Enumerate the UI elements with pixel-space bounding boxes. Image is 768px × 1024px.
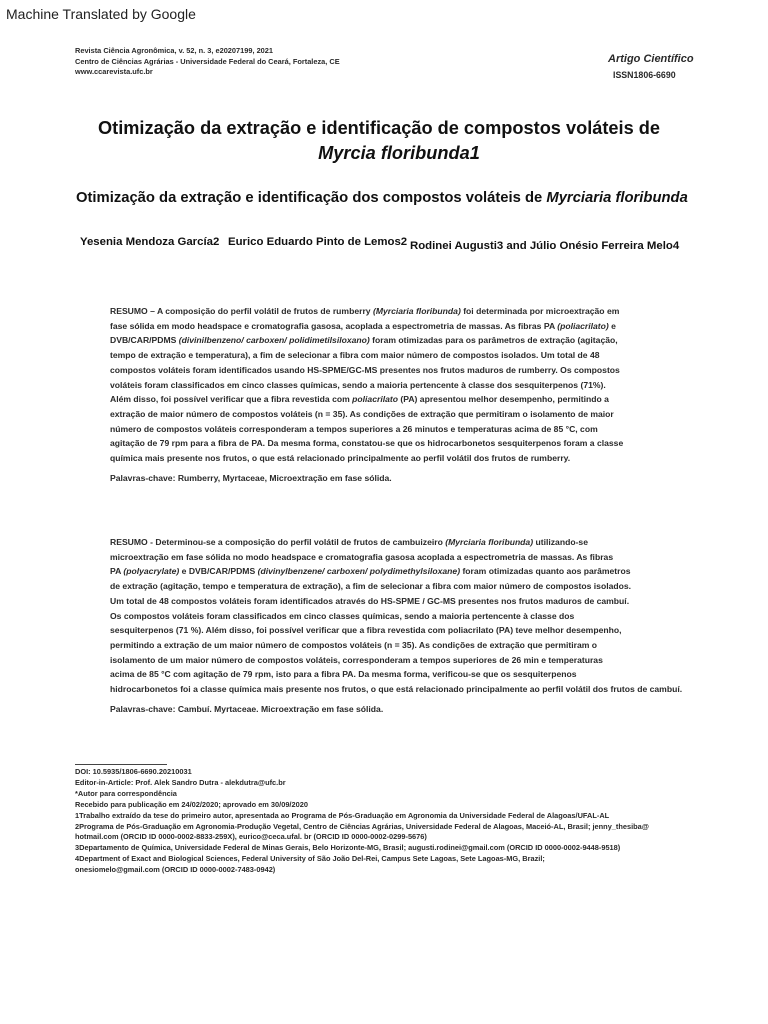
abstract-line [110,378,710,393]
abstract-text-run: fase sólida em modo headspace e cromatografia gasosa, acoplada a espectrometria de massas. As fibras PA [110,320,558,331]
abstract-line [110,436,710,451]
article-title-line2: Myrcia floribunda1 [318,143,480,163]
footnote-rule [75,764,167,765]
author-2: Eurico Eduardo Pinto de Lemos2 [228,236,408,248]
abstract-text-run: microextração em fase sólida no modo headspace e cromatografia gasosa acoplada a espectrometria de massas. As fibras [110,551,614,562]
footnotes [75,767,649,876]
abstract-text-run: isolamento de um maior número de compostos voláteis, corresponderam a tempos superiores de 26 min e temperaturas [110,654,603,665]
abstract-line [110,451,710,466]
abstract-line [110,667,710,682]
abstract-italic-run: (Myrciaria floribunda) [445,537,534,547]
journal-info [75,46,340,78]
abstract-line [110,348,710,363]
abstract-line [110,304,710,319]
abstract-text-run: RESUMO - Determinou-se a composição do perfil volátil de frutos de cambuizeiro [110,537,446,547]
abstract-text-run: foram otimizadas para os parâmetros de extração (agitação, [369,335,618,346]
keywords-1: Palavras-chave: Rumberry, Myrtaceae, Microextração em fase sólida. [110,473,392,483]
abstract-italic-run: poliacrilato [352,394,398,405]
abstract-text-run: extração de maior número de compostos voláteis (n = 35). As condições de extração que permitiram o isolamento de maior [110,408,614,419]
article-title-line1: Otimização da extração e identificação de compostos voláteis de [98,118,660,138]
abstract-line [110,535,710,550]
journal-citation: Revista Ciência Agronômica, v. 52, n. 3, e20207199, 2021 [75,46,274,55]
abstract-text-run: e DVB/CAR/PDMS [179,566,258,577]
abstract-text-run: tempo de extração e temperatura), a fim de selecionar a fibra com maior número de compostos isolados. Um total de 48 [110,350,600,361]
article-type: Artigo Científico [608,53,694,65]
abstract-line [110,579,710,594]
footnote-1: 1Trabalho extraído da tese do primeiro autor, apresentada ao Programa de Pós-Graduação em Agronomia da Universidade Federal de Alagoas/UFAL-AL [75,810,610,820]
abstract-text-run: Um total de 48 compostos voláteis foram identificados através do HS-SPME / GC-MS presentes nos frutos maduros de cambuí. [110,595,630,606]
abstract-line [110,422,710,437]
abstract-text-run: acima de 85 °C com agitação de 79 rpm, isto para a fibra PA. Da mesma forma, verificou-se que os sesquiterpenos [110,669,577,680]
abstract-text-run: de extração (agitação, tempo e temperatura de extração), a fim de selecionar a fibra com maior número de compostos isolados. [110,581,632,592]
abstract-text-run: hidrocarbonetos foi a classe química mais presente nos frutos, o que está relacionado principalmente ao perfil volátil dos frutos de cambuí. [110,684,683,695]
keywords-2: Palavras-chave: Cambuí. Myrtaceae. Microextração em fase sólida. [110,704,384,714]
abstract-text-run: agitação de 79 rpm para a fibra de PA. Da mesma forma, constatou-se que os hidrocarbonetos sesquiterpenos foram a classe [110,438,624,449]
abstract-text-run: foi determinada por microextração em [460,306,620,316]
abstract-text-run: química mais presente nos frutos, o que está relacionado principalmente ao perfil volátil dos frutos de rumberry. [110,453,571,464]
footnote-4-cont: onesiomelo@gmail.com (ORCID ID 0000-0002-7483-0942) [75,865,276,875]
abstract-line [110,392,710,407]
abstract-text-run: utilizando-se [533,537,588,547]
footnote-3: 3Departamento de Química, Universidade Federal de Minas Gerais, Belo Horizonte-MG, Brasil; augusti.rodinei@gmail.com (ORCID ID 0000-0002-9448-9518) [75,843,621,853]
abstract-text-run: foram otimizadas quanto aos parâmetros [460,566,631,577]
abstract-text-run: e [608,320,616,331]
abstract-italic-run: (poliacrilato) [557,320,609,331]
footnote-2: 2Programa de Pós-Graduação em Agronomia-Produção Vegetal, Centro de Ciências Agrárias, Universidade Federal de Alagoas, Maceió-AL, Brasil; jenny_thesiba@ [75,821,649,831]
article-title [0,116,768,166]
issn: ISSN1806-6690 [613,70,676,80]
abstract-line [110,609,710,624]
abstract-text-run: voláteis foram classificados em cinco classes químicas, sendo a maioria pertencente à classe dos sesquiterpenos (71%). [110,379,606,390]
alternate-title [76,190,688,206]
abstract-line [110,550,710,565]
abstract-line [110,653,710,668]
abstract-line [110,623,710,638]
footnote-4: 4Department of Exact and Biological Sciences, Federal University of São João Del-Rei, Campus Sete Lagoas, Sete Lagoas-MG, Brazil; [75,854,545,864]
footnote-correspondence: *Autor para correspondência [75,788,177,798]
abstract-text-run: RESUMO – A composição do perfil volátil de frutos de rumberry [110,306,373,316]
abstract-2 [110,535,710,697]
abstract-text-run: Além disso, foi possível verificar que a fibra revestida com [110,394,353,405]
author-1: Yesenia Mendoza García2 [80,236,220,248]
abstract-text-run: número de compostos voláteis corresponderam a tempos superiores a 26 minutos e temperaturas acima de 85 °C, com [110,423,598,434]
abstract-line [110,333,710,348]
footnote-doi: DOI: 10.5935/1806-6690.20210031 [75,767,192,776]
abstract-line [110,594,710,609]
abstract-line [110,363,710,378]
journal-publisher: Centro de Ciências Agrárias - Universidade Federal do Ceará, Fortaleza, CE [75,56,340,66]
footnote-editor: Editor-in-Article: Prof. Alek Sandro Dutra - alekdutra@ufc.br [75,777,286,787]
abstract-line [110,564,710,579]
abstract-italic-run: (polyacrylate) [123,566,180,577]
abstract-text-run: sesquiterpenos (71 %). Além disso, foi possível verificar que a fibra revestida com poliacrilato (PA) teve melhor desempenho, [110,625,622,636]
abstract-line [110,407,710,422]
abstract-italic-run: (divinilbenzeno/ carboxen/ polidimetilsiloxano) [178,335,370,346]
abstract-line [110,682,710,697]
abstract-text-run: PA [110,566,124,577]
abstract-text-run: compostos voláteis foram identificados usando HS-SPME/GC-MS presentes nos frutos maduros de rumberry. Os compostos [110,364,620,375]
footnote-2-cont: hotmail.com (ORCID ID 0000-0002-8833-259X), eurico@ceca.ufal. br (ORCID ID 0000-0002-0299-5676) [75,832,427,842]
abstract-text-run: permitindo a extração de um maior número de compostos voláteis (n = 35). As condições de extração que permitiram o [110,639,598,650]
machine-translation-banner: Machine Translated by Google [6,6,196,22]
abstract-text-run: Os compostos voláteis foram classificados em cinco classes químicas, sendo a maioria pertencente à classe dos [110,610,575,621]
alternate-title-text: Otimização da extração e identificação dos compostos voláteis de [76,190,547,206]
journal-website: www.ccarevista.ufc.br [75,67,153,76]
abstract-line [110,638,710,653]
abstract-text-run: (PA) apresentou melhor desempenho, permitindo a [398,394,609,405]
abstract-1 [110,304,710,466]
alternate-title-species: Myrciaria floribunda [546,190,688,206]
abstract-italic-run: (divinylbenzene/ carboxen/ polydimethylsiloxane) [257,566,461,577]
footnote-received: Recebido para publicação em 24/02/2020; aprovado em 30/09/2020 [75,799,308,809]
abstract-line [110,319,710,334]
abstract-italic-run: (Myrciaria floribunda) [372,306,461,316]
abstract-text-run: DVB/CAR/PDMS [110,335,179,346]
author-3-4: Rodinei Augusti3 and Júlio Onésio Ferreira Melo4 [410,240,680,252]
